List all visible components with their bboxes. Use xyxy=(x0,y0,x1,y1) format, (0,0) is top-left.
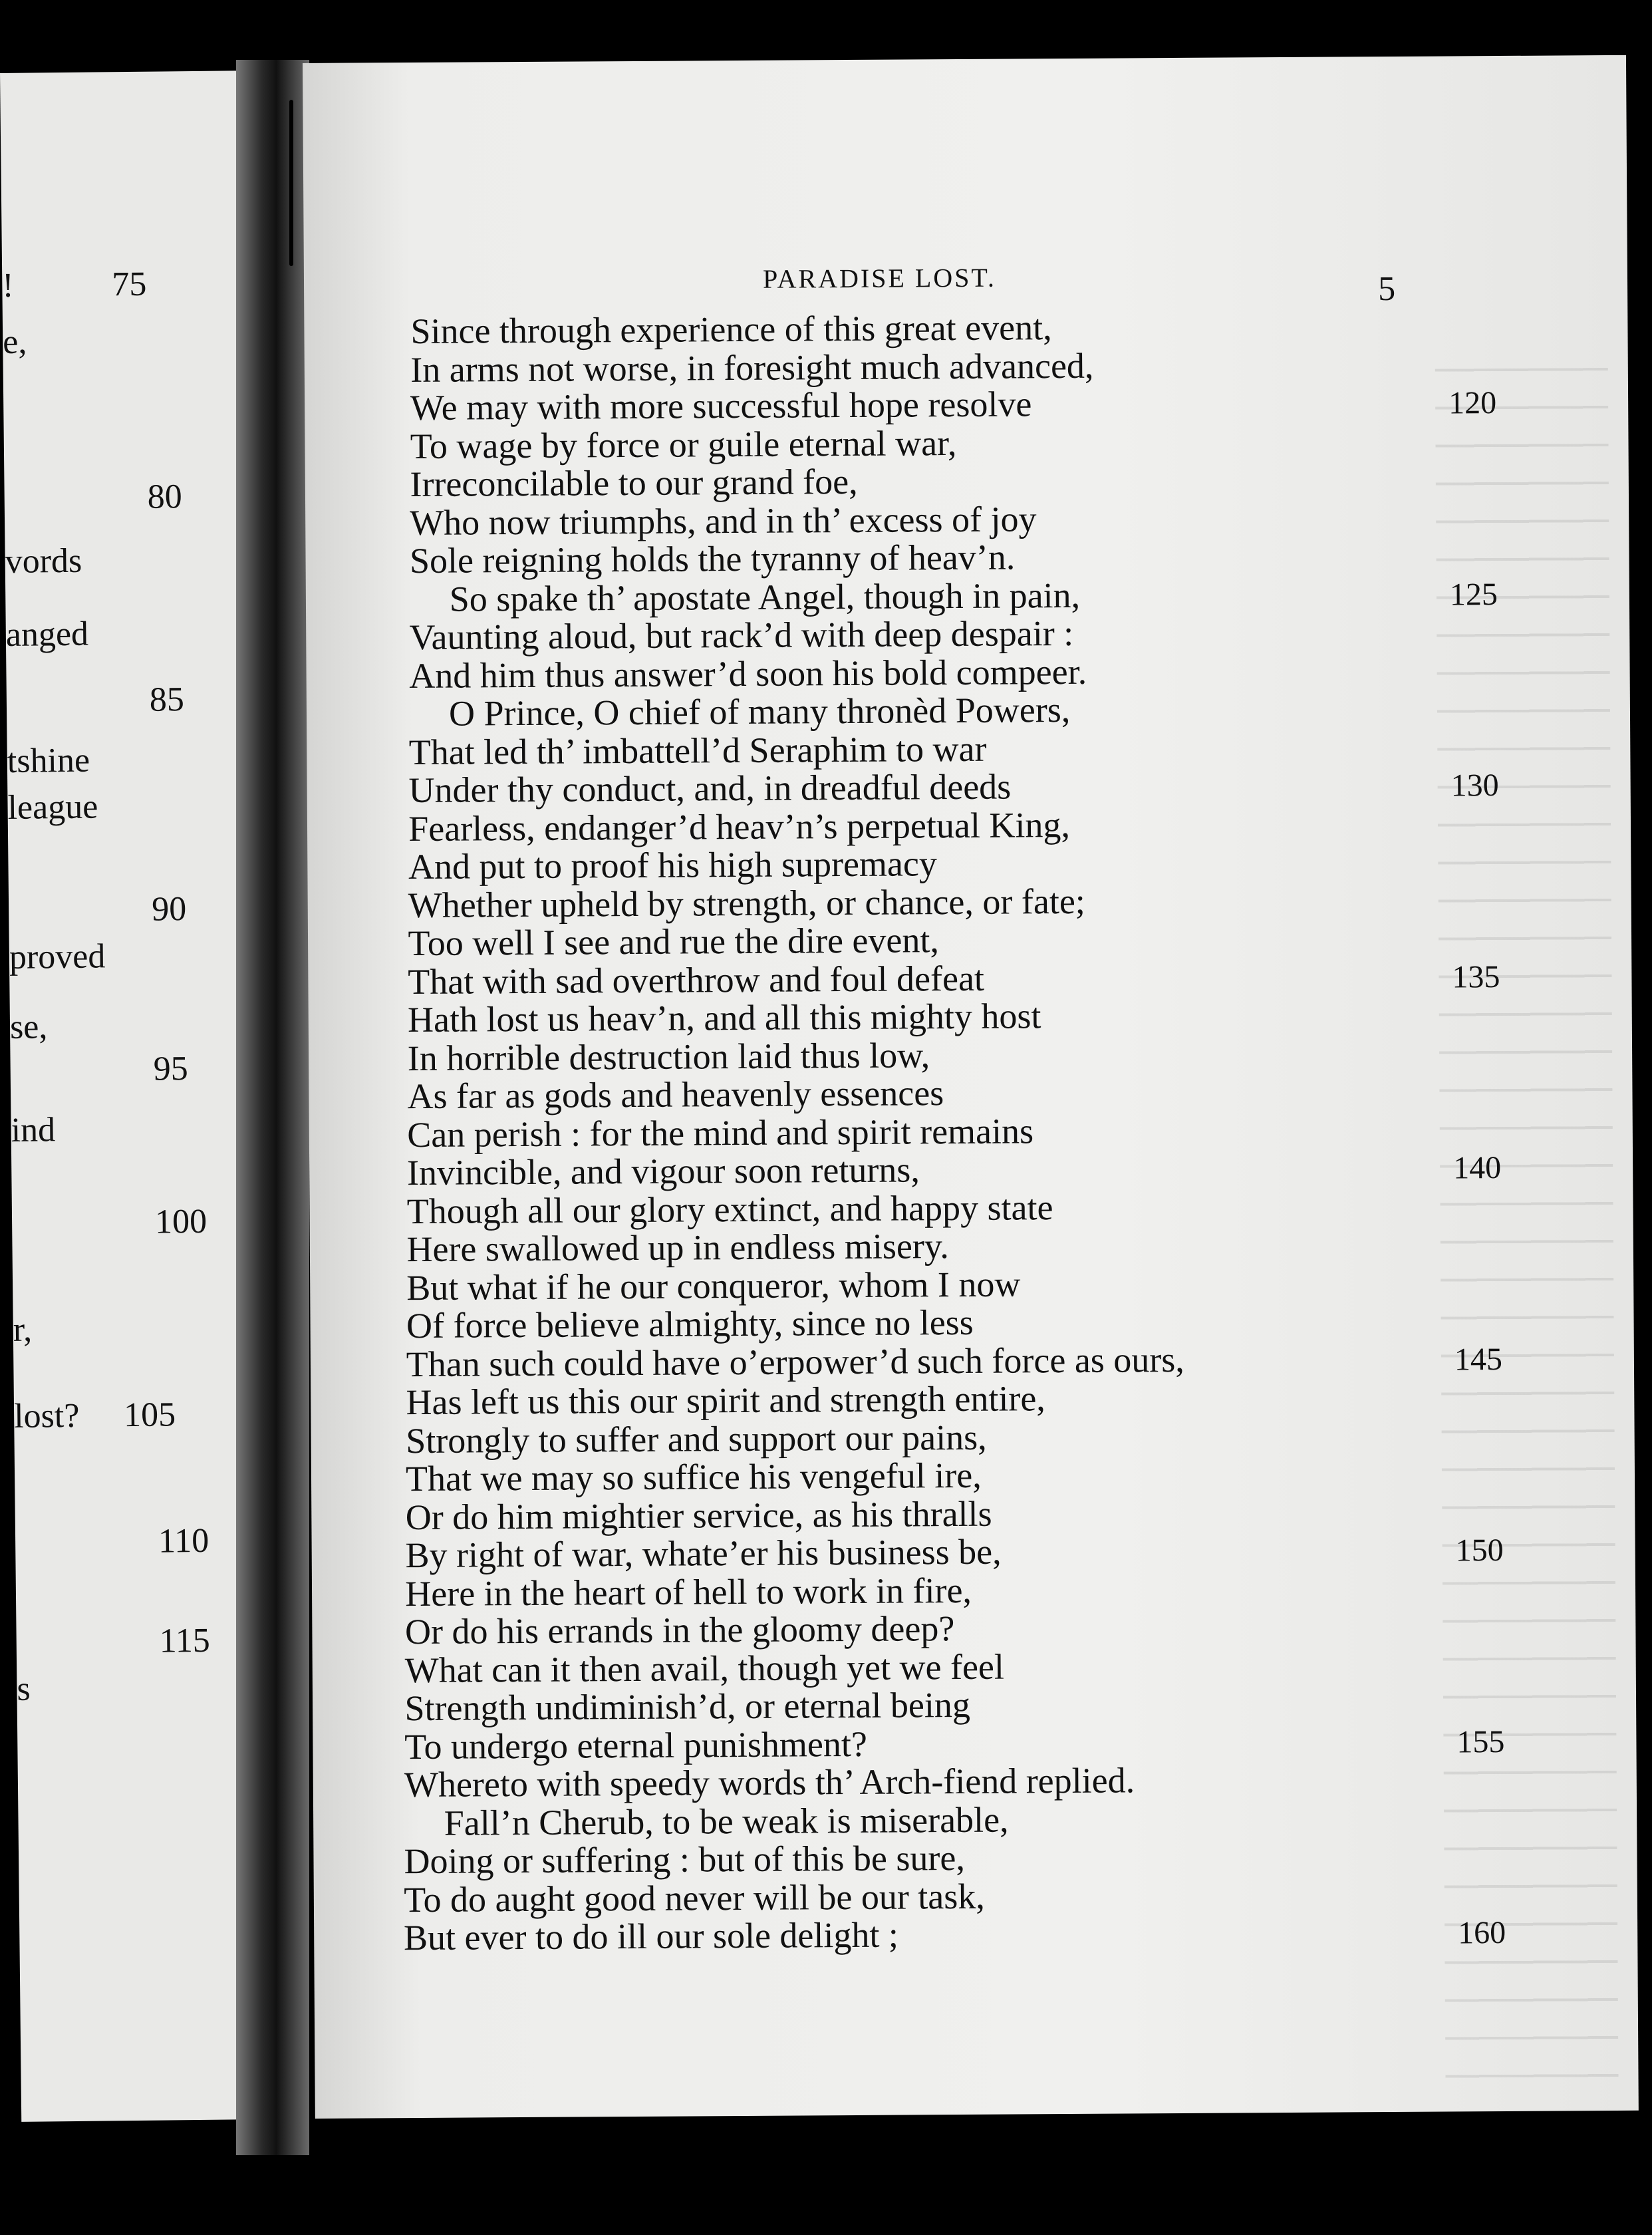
running-head: PARADISE LOST. xyxy=(762,262,997,294)
poem-line: Under thy conduct, and, in dreadful deeds xyxy=(408,766,1012,811)
poem-line: Can perish : for the mind and spirit remains xyxy=(407,1110,1034,1155)
poem-line: Strongly to suffer and support our pains, xyxy=(406,1417,987,1461)
left-page-line-number: 115 xyxy=(159,1621,211,1660)
poem-line: Whether upheld by strength, or chance, or fate; xyxy=(408,881,1085,925)
poem-line: And him thus answer’d soon his bold compeer. xyxy=(409,651,1087,696)
line-number: 155 xyxy=(1456,1723,1505,1759)
show-through-text xyxy=(1435,368,1619,2099)
poem-line: That we may so suffice his vengeful ire, xyxy=(405,1455,982,1499)
left-page-line-number: 105 xyxy=(123,1396,176,1435)
book-gutter xyxy=(236,60,309,2155)
poem-line: So spake th’ apostate Angel, though in pain, xyxy=(449,575,1081,619)
right-page xyxy=(303,55,1639,2119)
poem-line: Invincible, and vigour soon returns, xyxy=(406,1149,920,1193)
poem-line: As far as gods and heavenly essences xyxy=(407,1073,944,1117)
poem-line: Since through experience of this great event, xyxy=(410,307,1052,352)
left-page-fragment: se, xyxy=(9,1008,48,1046)
left-page-fragment: ! xyxy=(2,266,14,305)
poem-line: Has left us this our spirit and strength entire, xyxy=(406,1378,1045,1423)
left-page-line-number: 95 xyxy=(153,1050,188,1088)
page-number: 5 xyxy=(1377,269,1396,309)
poem-line: We may with more successful hope resolve xyxy=(410,384,1032,428)
left-page-line-number: 100 xyxy=(154,1202,207,1241)
poem-line: Or do him mightier service, as his thralls xyxy=(405,1493,992,1537)
poem-line: Hath lost us heav’n, and all this mighty host xyxy=(407,996,1041,1040)
poem-line: And put to proof his high supremacy xyxy=(408,843,938,887)
left-page-fragment: e, xyxy=(2,323,27,361)
line-number: 160 xyxy=(1458,1915,1506,1951)
line-number: 150 xyxy=(1455,1533,1504,1568)
left-page xyxy=(0,71,261,2122)
page-edge xyxy=(289,100,293,266)
poem-line: Too well I see and rue the dire event, xyxy=(408,920,940,964)
left-page-fragment: anged xyxy=(5,615,89,654)
line-number: 140 xyxy=(1453,1150,1502,1186)
left-page-fragment: r, xyxy=(13,1310,33,1349)
poem-line: Whereto with speedy words th’ Arch-fiend replied. xyxy=(404,1760,1135,1805)
poem-line: Vaunting aloud, but rack’d with deep despair : xyxy=(409,613,1074,658)
poem-line: Sole reigning holds the tyranny of heav’n. xyxy=(409,537,1016,581)
poem-line: Though all our glory extinct, and happy state xyxy=(406,1187,1053,1231)
poem-line: Irreconcilable to our grand foe, xyxy=(410,461,858,505)
line-number: 135 xyxy=(1452,959,1500,994)
poem-line: Fearless, endanger’d heav’n’s perpetual King, xyxy=(408,804,1071,849)
left-page-fragment: lost? xyxy=(13,1396,80,1435)
poem-line: Who now triumphs, and in th’ excess of joy xyxy=(410,498,1037,543)
poem-line: But what if he our conqueror, whom I now xyxy=(406,1263,1021,1308)
poem-line: To undergo eternal punishment? xyxy=(404,1723,867,1767)
poem-line: Here swallowed up in endless misery. xyxy=(406,1226,949,1270)
poem-line: Strength undiminish’d, or eternal being xyxy=(404,1684,971,1729)
left-page-line-number: 80 xyxy=(147,478,182,516)
poem-body xyxy=(403,306,1506,1958)
left-page-fragment: s xyxy=(17,1670,31,1708)
poem-line: That with sad overthrow and foul defeat xyxy=(408,958,985,1002)
left-page-fragment: tshine xyxy=(7,741,90,780)
poem-line: To do aught good never will be our task, xyxy=(404,1876,985,1920)
poem-line: What can it then avail, though yet we feel xyxy=(404,1646,1005,1690)
poem-line: Here in the heart of hell to work in fire, xyxy=(405,1570,972,1614)
line-number: 130 xyxy=(1450,768,1499,804)
left-page-fragment: league xyxy=(7,788,98,827)
left-page-line-number: 90 xyxy=(151,890,187,929)
poem-line: Doing or suffering : but of this be sure, xyxy=(404,1837,966,1882)
poem-line: But ever to do ill our sole delight ; xyxy=(403,1914,899,1958)
poem-line: O Prince, O chief of many thronèd Powers, xyxy=(448,689,1071,734)
line-number: 145 xyxy=(1454,1341,1503,1377)
left-page-fragment: proved xyxy=(9,937,106,976)
poem-line: In horrible destruction laid thus low, xyxy=(407,1034,930,1078)
left-page-line-number: 110 xyxy=(158,1521,209,1561)
poem-line: Or do his errands in the gloomy deep? xyxy=(404,1608,955,1652)
left-page-line-number: 85 xyxy=(149,680,185,719)
left-page-fragment: vords xyxy=(5,541,82,581)
poem-line: That led th’ imbattell’d Seraphim to war xyxy=(408,728,987,772)
poem-line: To wage by force or guile eternal war, xyxy=(410,422,957,466)
line-number: 120 xyxy=(1448,385,1497,421)
poem-line: In arms not worse, in foresight much advanced, xyxy=(410,345,1094,390)
left-page-fragment: ind xyxy=(11,1111,56,1149)
line-number: 125 xyxy=(1449,576,1498,612)
poem-line: Of force believe almighty, since no less xyxy=(406,1302,974,1346)
poem-line: By right of war, whate’er his business be, xyxy=(405,1531,1002,1576)
poem-line: Than such could have o’erpower’d such force as ours, xyxy=(406,1339,1185,1384)
poem-line: Fall’n Cherub, to be weak is miserable, xyxy=(444,1799,1009,1843)
left-page-line-number: 75 xyxy=(112,265,147,304)
